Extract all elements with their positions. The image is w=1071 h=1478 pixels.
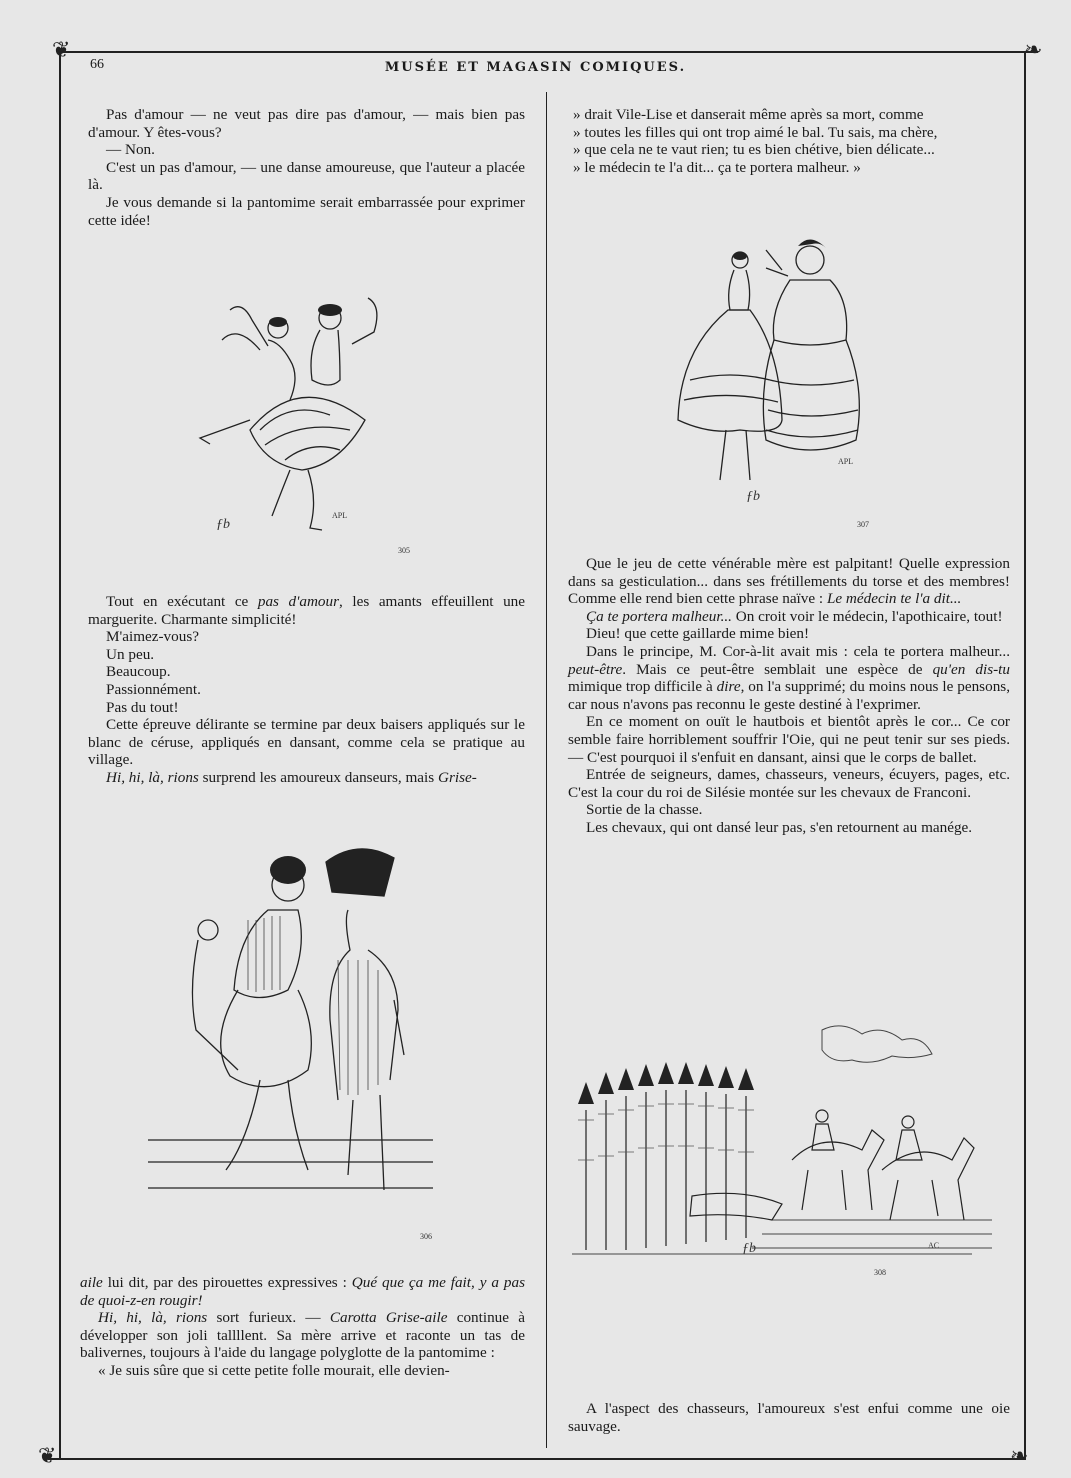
- quote-line: » que cela ne te vaut rien; tu es bien chétive, bien délicate...: [573, 141, 935, 159]
- corner-ornament-bottom-right: ❧: [1010, 1444, 1029, 1469]
- paragraph: En ce moment on ouït le hautbois et bientôt après le cor... Ce cor semble faire horriblement souffrir l'Oie, qui ne peut tenir sur ses pieds. — C'est pourquoi il s'enfuit en dansant, ainsi que le corps de ballet.: [568, 713, 1010, 766]
- right-text-block-3: [568, 1400, 1010, 1435]
- paragraph: Cette épreuve délirante se termine par deux baisers appliqués sur le blanc de céruse, appliqués en dansant, comme cela se pratique au village.: [88, 716, 525, 769]
- dancing-couple-drawing: [190, 280, 420, 540]
- left-text-block-2: [88, 593, 525, 787]
- paragraph: Que le jeu de cette vénérable mère est palpitant! Quelle expression dans sa gesticulation... dans ses frétillements du torse et des membres! Comme elle rend bien cette phrase naïve : Le médecin te l'a dit...: [568, 555, 1010, 608]
- illustration-306-quarrel-scene: [148, 840, 433, 1230]
- paragraph: aile lui dit, par des pirouettes expressives : Qué que ça me fait, y a pas de quoi-z-en rougir!: [80, 1274, 525, 1309]
- engraver-mark: AC: [928, 1241, 940, 1250]
- engraver-mark: APL: [838, 457, 854, 466]
- right-border-rule: [1024, 51, 1026, 1459]
- paragraph: Hi, hi, là, rions sort furieux. — Carotta Grise-aile continue à développer son joli tallllent. Sa mère arrive et raconte un tas de balivernes, toujours à l'aide du langage polyglotte de la pantomime :: [80, 1309, 525, 1362]
- illustration-308-hunting-party: [572, 1020, 992, 1268]
- corner-ornament-top-left: ❦: [52, 38, 71, 63]
- paragraph: Pas d'amour — ne veut pas dire pas d'amour, — mais bien pas d'amour. Y êtes-vous?: [88, 106, 525, 141]
- quote-line: » drait Vile-Lise et danserait même après sa mort, comme: [573, 106, 924, 123]
- paragraph: A l'aspect des chasseurs, l'amoureux s'est enfui comme une oie sauvage.: [568, 1400, 1010, 1435]
- daisy-line: Beaucoup.: [106, 663, 171, 681]
- paragraph: Les chevaux, qui ont dansé leur pas, s'en retournent au manége.: [586, 818, 973, 836]
- figure-number-305: 305: [398, 546, 410, 555]
- daisy-line: Pas du tout!: [106, 698, 179, 716]
- left-text-block-3: [80, 1274, 525, 1380]
- paragraph: C'est un pas d'amour, — une danse amoureuse, que l'auteur a placée là.: [88, 158, 525, 194]
- right-text-block-1: [573, 106, 1010, 176]
- paragraph: Dieu! que cette gaillarde mime bien!: [586, 625, 810, 643]
- top-border-rule: [60, 51, 1038, 53]
- quote-line: » toutes les filles qui ont trop aimé le bal. Tu sais, ma chère,: [573, 123, 938, 141]
- paragraph: Tout en exécutant ce pas d'amour, les amants effeuillent une marguerite. Charmante simplicité!: [88, 593, 526, 628]
- illustration-305-dancing-couple: [190, 280, 420, 540]
- illustration-307-mother-and-daughter: [670, 230, 880, 520]
- signature-mark: ƒb: [742, 1241, 756, 1256]
- figure-number-307: 307: [857, 520, 869, 529]
- daisy-line: M'aimez-vous?: [106, 628, 199, 646]
- corner-ornament-top-right: ❧: [1024, 38, 1043, 63]
- hunting-party-drawing: [572, 1020, 992, 1268]
- signature-mark: ƒb: [216, 517, 230, 532]
- running-header: MUSÉE ET MAGASIN COMIQUES.: [384, 60, 687, 75]
- daisy-line: Passionnément.: [106, 680, 201, 698]
- paragraph: — Non.: [106, 141, 155, 159]
- column-divider: [546, 92, 547, 1448]
- paragraph: Je vous demande si la pantomime serait embarrassée pour exprimer cette idée!: [88, 193, 525, 229]
- mother-and-daughter-drawing: [670, 230, 880, 520]
- engraver-mark: APL: [332, 511, 348, 520]
- signature-mark: ƒb: [746, 489, 760, 504]
- paragraph: « Je suis sûre que si cette petite folle mourait, elle devien-: [98, 1361, 450, 1379]
- corner-ornament-bottom-left: ❦: [38, 1444, 57, 1469]
- figure-number-306: 306: [420, 1232, 432, 1241]
- paragraph: Entrée de seigneurs, dames, chasseurs, veneurs, écuyers, pages, etc. C'est la cour du roi de Silésie montée sur les chevaux de Franconi.: [568, 766, 1010, 801]
- paragraph: Dans le principe, M. Cor-à-lit avait mis : cela te portera malheur... peut-être. Mais ce peut-être semblait une espèce de qu'en dis-tu mimique trop difficile à dire, on l'a supprimé; du moins nous le pensons, car nous n'avons pas reconnu le geste destiné à l'exprimer.: [568, 642, 1010, 713]
- paragraph: Ça te portera malheur... On croit voir le médecin, l'apothicaire, tout!: [586, 607, 1003, 625]
- hat-fill-shapes: [270, 849, 394, 896]
- bottom-border-rule: [48, 1458, 1026, 1460]
- left-text-block-1: [88, 106, 525, 229]
- figure-number-308: 308: [874, 1268, 886, 1277]
- paragraph: Hi, hi, là, rions surprend les amoureux danseurs, mais Grise-: [106, 768, 477, 786]
- right-text-block-2: [568, 555, 1010, 837]
- quote-line: » le médecin te l'a dit... ça te portera malheur. »: [573, 158, 861, 176]
- left-border-rule: [59, 51, 61, 1459]
- quarrel-scene-drawing: [148, 840, 433, 1230]
- paragraph: Sortie de la chasse.: [586, 801, 703, 819]
- page-number: 66: [90, 57, 104, 72]
- daisy-line: Un peu.: [106, 645, 155, 663]
